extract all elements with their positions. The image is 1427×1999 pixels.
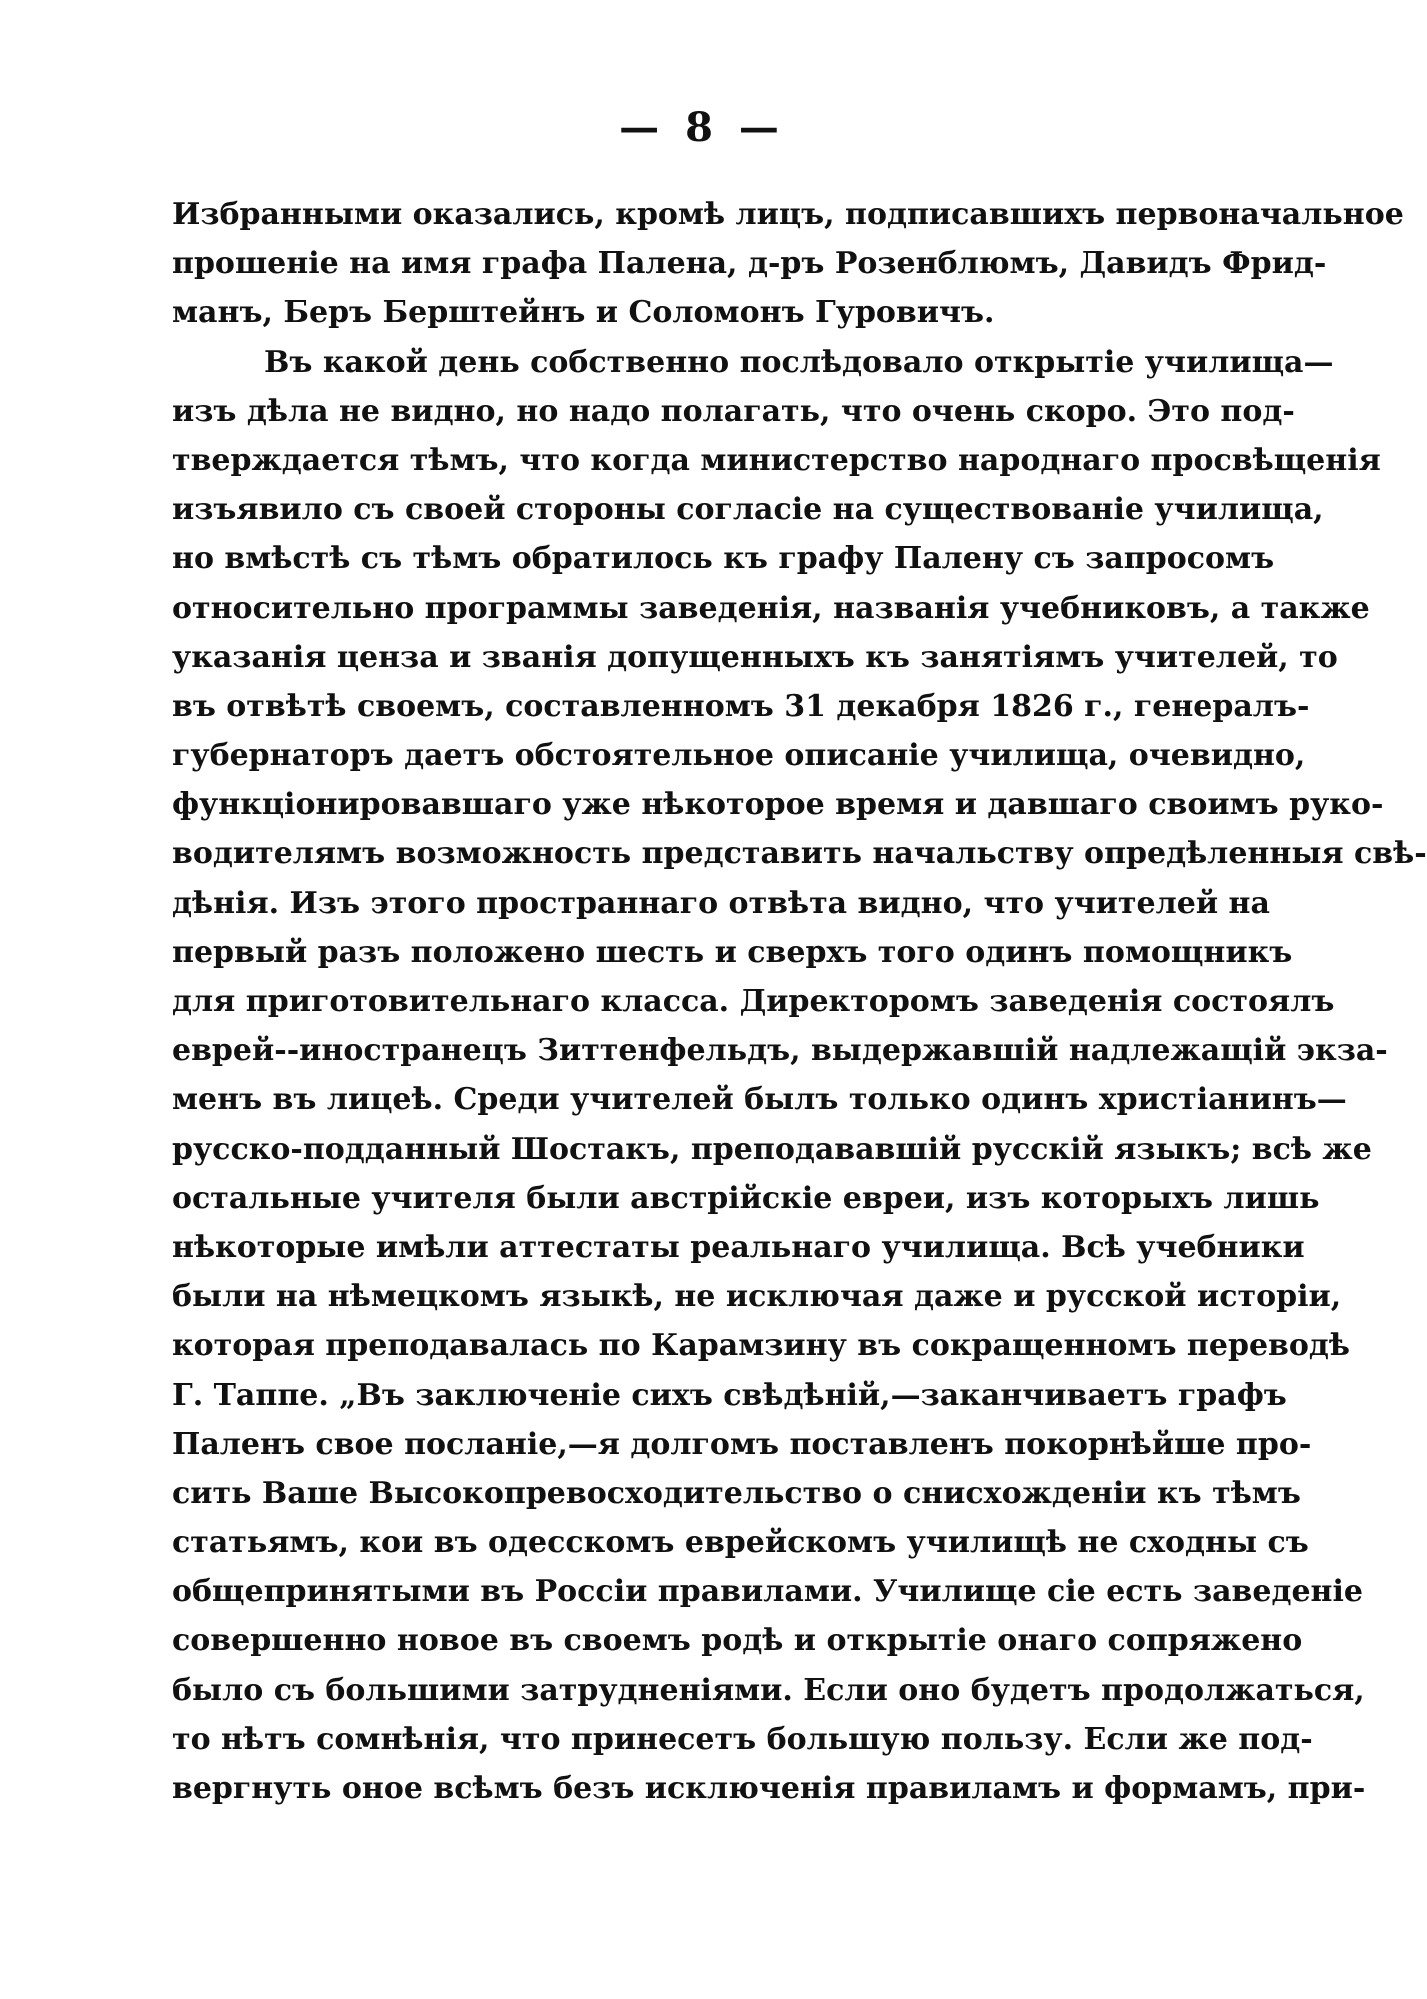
text-line: Въ какой день собственно послѣдовало открытіе училища— — [264, 344, 1334, 380]
text-line: было съ большими затрудненіями. Если оно будетъ продолжаться, — [172, 1672, 1365, 1708]
text-line: Избранными оказались, кромѣ лицъ, подписавшихъ первоначальное — [172, 197, 1404, 232]
paragraph-school-opening — [172, 338, 1427, 1863]
text-line: русско-подданный Шостакъ, преподававшій русскій языкъ; всѣ же — [172, 1131, 1372, 1167]
text-line: вергнуть оное всѣмъ безъ исключенія правиламъ и формамъ, при- — [172, 1771, 1366, 1806]
text-line: манъ, Беръ Берштейнъ и Соломонъ Гуровичъ. — [172, 295, 995, 331]
text-line: первый разъ положено шесть и сверхъ того одинъ помощникъ — [172, 934, 1293, 970]
text-line: еврей--иностранецъ Зиттенфельдъ, выдержавшій надлежащій экза- — [172, 1033, 1388, 1069]
text-line: которая преподавалась по Карамзину въ сокращенномъ переводѣ — [172, 1328, 1350, 1364]
text-line: Паленъ свое посланіе,—я долгомъ поставленъ покорнѣйше про- — [172, 1426, 1312, 1462]
text-line: функціонировавшаго уже нѣкоторое время и давшаго своимъ руко- — [172, 787, 1384, 823]
text-line: сить Ваше Высокопревосходительство о снисхожденіи къ тѣмъ — [172, 1475, 1301, 1511]
text-line: указанія ценза и званія допущенныхъ къ занятіямъ учителей, то — [172, 639, 1338, 675]
text-line: были на нѣмецкомъ языкѣ, не исключая даже и русской исторіи, — [172, 1279, 1342, 1315]
text-line: остальные учителя были австрійскіе евреи, изъ которыхъ лишь — [172, 1180, 1320, 1216]
text-line: изъявило съ своей стороны согласіе на существованіе училища, — [172, 492, 1324, 528]
text-line: менъ въ лицеѣ. Среди учителей былъ только одинъ христіанинъ— — [172, 1082, 1347, 1118]
text-line: но вмѣстѣ съ тѣмъ обратилось къ графу Палену съ запросомъ — [172, 541, 1275, 577]
text-line: относительно программы заведенія, названія учебниковъ, а также — [172, 590, 1370, 626]
text-line: прошеніе на имя графа Палена, д-ръ Розенблюмъ, Давидъ Фрид- — [172, 246, 1327, 282]
page-number: — 8 — — [619, 104, 785, 151]
text-line — [172, 1813, 1228, 1862]
text-line: нѣкоторые имѣли аттестаты реальнаго училища. Всѣ учебники — [172, 1229, 1305, 1265]
text-line: тверждается тѣмъ, что когда министерство народнаго просвѣщенія — [172, 442, 1381, 478]
text-line: губернаторъ даетъ обстоятельное описаніе училища, очевидно, — [172, 738, 1306, 774]
text-line: водителямъ возможность представить начальству опредѣленныя свѣ- — [172, 836, 1427, 872]
text-line: для приготовительнаго класса. Директоромъ заведенія состоялъ — [172, 984, 1335, 1019]
text-line: совершенно новое въ своемъ родѣ и открытіе онаго сопряжено — [172, 1623, 1303, 1659]
body-text — [172, 190, 1427, 1862]
text-line: Г. Таппе. „Въ заключеніе сихъ свѣдѣній,—заканчиваетъ графъ — [172, 1377, 1287, 1413]
text-line: общепринятыми въ Россіи правилами. Училище сіе есть заведеніе — [172, 1574, 1363, 1610]
paragraph-elected-members — [172, 190, 1404, 338]
text-line: изъ дѣла не видно, но надо полагать, что очень скоро. Это под- — [172, 393, 1295, 429]
text-line: въ отвѣтѣ своемъ, составленномъ 31 декабря 1826 г., генералъ- — [172, 688, 1310, 724]
text-line: статьямъ, кои въ одесскомъ еврейскомъ училищѣ не сходны съ — [172, 1525, 1309, 1561]
text-line: то нѣтъ сомнѣнія, что принесетъ большую пользу. Если же под- — [172, 1721, 1313, 1757]
text-line: дѣнія. Изъ этого пространнаго отвѣта видно, что учителей на — [172, 885, 1270, 921]
